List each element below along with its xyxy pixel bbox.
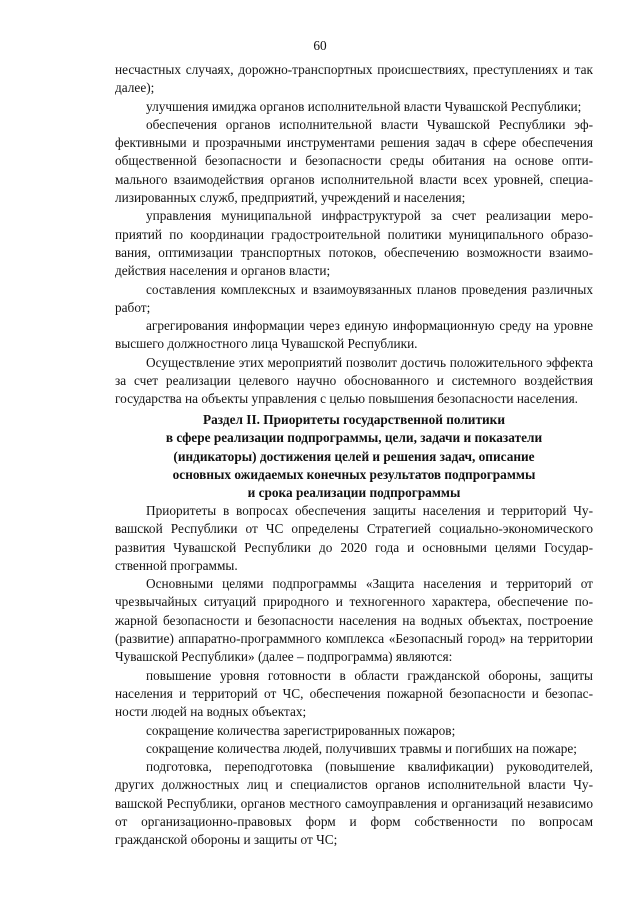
- paragraph: подготовка, переподготовка (повышение квалификации) руководителей, других должностных лиц и специалистов органов исполнительной власти Чувашской Республики, органов местного самоуправления и организаций независимо от организационно-правовых форм и форм собственности по вопросам гражданской обороны и защиты от ЧС;: [115, 759, 593, 848]
- paragraph: сокращение количества зарегистрированных пожаров;: [146, 722, 456, 738]
- paragraph: повышение уровня готовности в области гражданской обороны, защиты населения и территорий от ЧС, обеспечения пожарной безопасности и безопасности людей на водных объектах;: [115, 667, 593, 720]
- section-heading-line: в сфере реализации подпрограммы, цели, задачи и показатели: [165, 430, 543, 446]
- paragraph: Основными целями подпрограммы «Защита населения и территорий от чрезвычайных ситуаций природного и техногенного характера, обеспечение пожарной безопасности и безопасности населения на водных объектах, построение (развитие) аппаратно-программного комплекса «Безопасный город» на территории Чувашской Республики» (далее – подпрограмма) являются:: [115, 576, 593, 665]
- paragraph: обеспечения органов исполнительной власти Чувашской Республики эффективными и прозрачными инструментами решения задач в сфере обеспечения общественной безопасности и безопасности среды обитания на основе оптимального взаимодействия органов исполнительной власти всех уровней, специализированных служб, предприятий, учреждений и населения;: [115, 116, 593, 206]
- top-text-block: [115, 61, 593, 409]
- section-heading-line: Раздел II. Приоритеты государственной политики: [203, 412, 505, 427]
- section-heading-line: (индикаторы) достижения целей и решения задач, описание: [173, 448, 535, 464]
- paragraph: Приоритеты в вопросах обеспечения защиты населения и территорий Чувашской Республики от ЧС определены Стратегией социально-экономического развития Чувашской Республики до 2020 года и основными целями Государственной программы.: [115, 503, 593, 573]
- paragraph: управления муниципальной инфраструктурой за счет реализации мероприятий по координации градостроительной политики муниципального образования, оптимизации транспортных потоков, обеспечению возможности взаимодействия населения и органов власти;: [115, 208, 593, 279]
- section-heading: [115, 411, 593, 502]
- paragraph: агрегирования информации через единую информационную среду на уровне высшего должностного лица Чувашской Республики.: [115, 318, 593, 352]
- paragraph: несчастных случаях, дорожно-транспортных происшествиях, преступлениях и так далее);: [115, 62, 593, 96]
- section-heading-line: и срока реализации подпрограммы: [247, 485, 461, 501]
- paragraph: сокращение количества людей, получивших травмы и погибших на пожаре;: [146, 740, 577, 756]
- paragraph: улучшения имиджа органов исполнительной власти Чувашской Республики;: [146, 98, 582, 114]
- page-number: 60: [313, 38, 327, 53]
- bottom-text-block: [115, 502, 593, 850]
- paragraph: Осуществление этих мероприятий позволит достичь положительного эффекта за счет реализации целевого научно обоснованного и системного воздействия государства на объекты управления с целью повышения безопасности населения.: [115, 354, 593, 407]
- paragraph: составления комплексных и взаимоувязанных планов проведения различных работ;: [115, 281, 593, 315]
- section-heading-line: основных ожидаемых конечных результатов подпрограммы: [172, 466, 536, 482]
